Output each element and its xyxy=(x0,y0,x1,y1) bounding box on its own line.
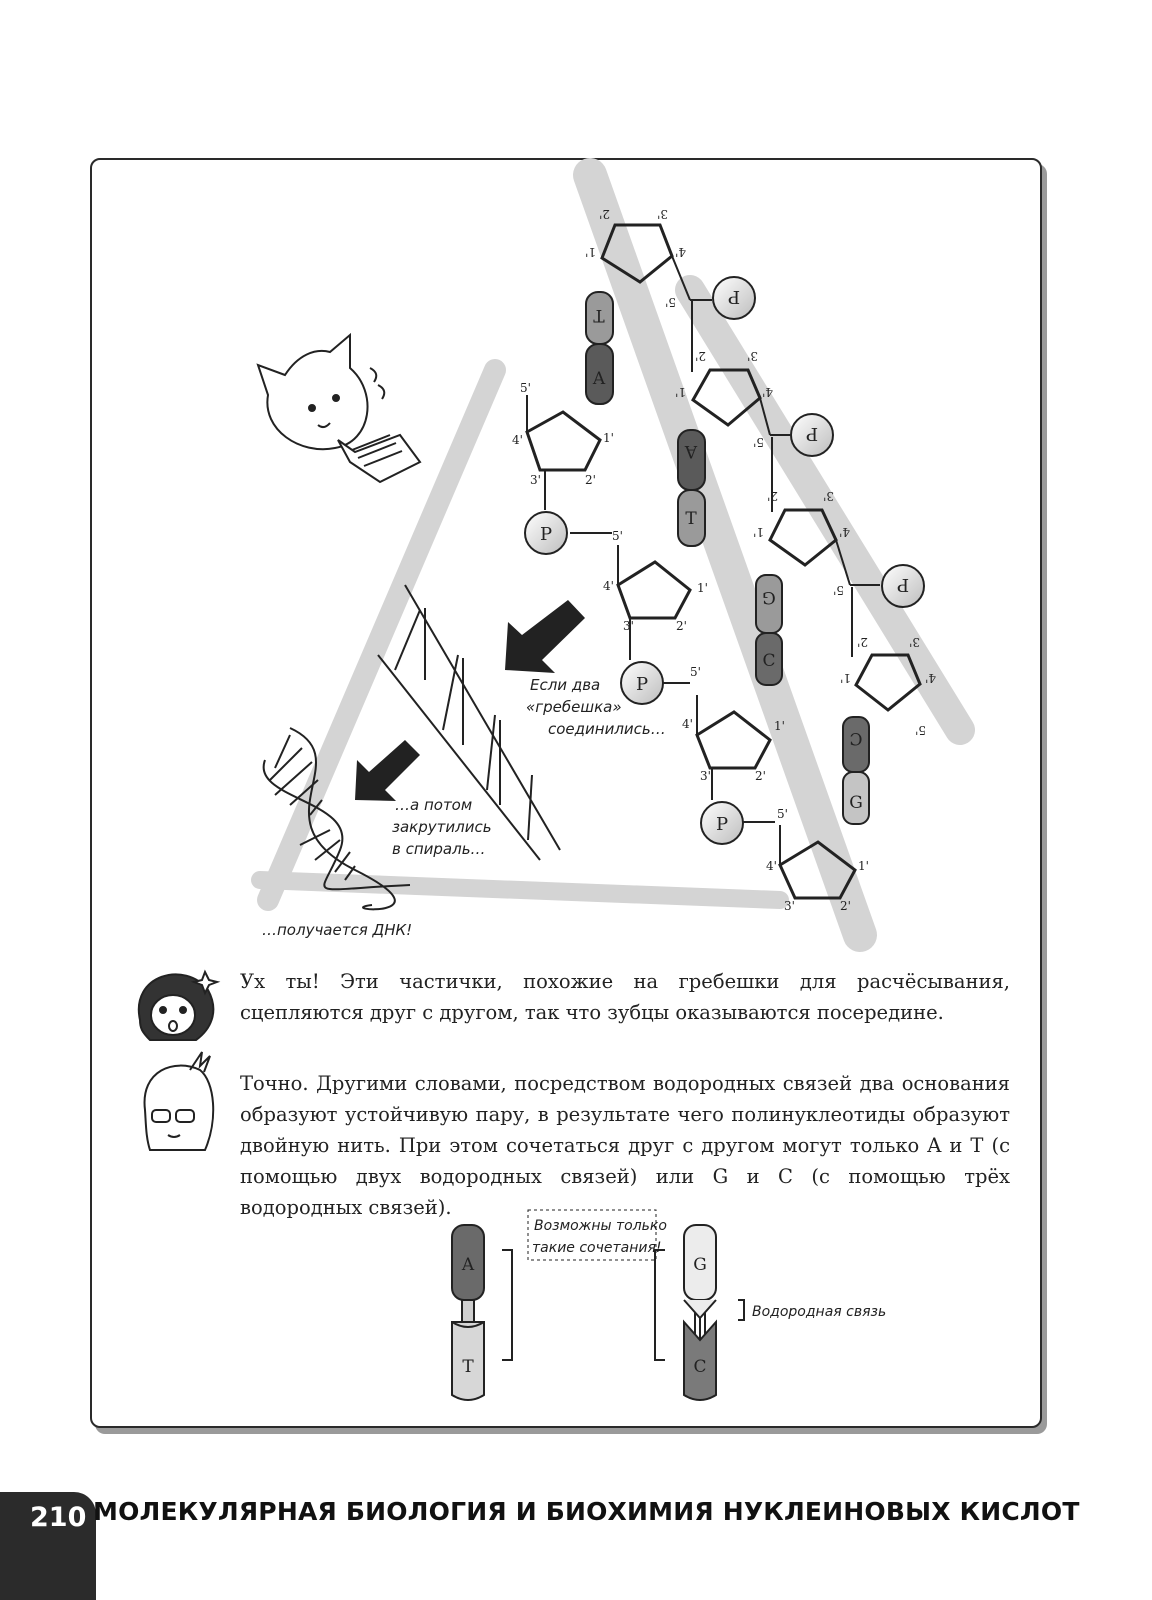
base-label: C xyxy=(849,728,863,748)
phosphate-label: P xyxy=(715,814,729,835)
position-label: 1' xyxy=(753,525,764,539)
position-label: 5' xyxy=(665,295,676,309)
position-label: 3' xyxy=(700,769,711,783)
page-number-tab xyxy=(0,1492,96,1600)
base-label: G xyxy=(762,587,776,607)
position-label: 4' xyxy=(762,385,773,399)
cat-character xyxy=(258,335,420,482)
phosphate-label: P xyxy=(805,423,819,444)
base-label: A xyxy=(684,441,698,461)
teacher-avatar xyxy=(145,1052,214,1150)
position-label: 5' xyxy=(915,723,926,737)
position-label: 5' xyxy=(753,435,764,449)
caption-line: «гребешка» xyxy=(526,698,622,716)
student-dialog: Ух ты! Эти частички, похожие на гребешки для расчёсывания, сцепляются друг с другом, так что зубцы оказываются посередине. xyxy=(240,970,1010,1024)
phosphate-label: P xyxy=(635,674,649,695)
page-number: 210 xyxy=(30,1502,87,1533)
position-label: 1' xyxy=(858,859,869,873)
phosphate-label: P xyxy=(727,286,741,307)
position-label: 2' xyxy=(857,635,868,649)
pair-base-label: G xyxy=(693,1255,707,1275)
student-avatar xyxy=(139,972,217,1040)
position-label: 1' xyxy=(585,245,596,259)
position-label: 2' xyxy=(840,899,851,913)
position-label: 2' xyxy=(755,769,766,783)
base-label: T xyxy=(593,305,605,325)
position-label: 3' xyxy=(623,619,634,633)
position-label: 2' xyxy=(676,619,687,633)
caption-line: Если два xyxy=(530,676,601,694)
position-label: 4' xyxy=(682,717,693,731)
teacher-dialog: Точно. Другими словами, посредством водородных связей два основания образуют устойчивую пару, в результате чего полинуклеотиды образуют двойную нить. При этом сочетаться друг с другом могут только A и T (с помощью двух водородных связей) или G и C (с помощью трёх водородных связей). xyxy=(240,1072,1010,1219)
position-label: 3' xyxy=(784,899,795,913)
position-label: 4' xyxy=(675,245,686,259)
position-label: 2' xyxy=(695,349,706,363)
position-label: 3' xyxy=(747,349,758,363)
hydrogen-bond-label: Водородная связь xyxy=(752,1304,887,1320)
phosphate-label: P xyxy=(896,574,910,595)
position-label: 5' xyxy=(690,665,701,679)
position-label: 3' xyxy=(657,207,668,221)
position-label: 4' xyxy=(512,433,523,447)
position-label: 4' xyxy=(925,671,936,685)
phosphate-label: P xyxy=(539,524,553,545)
base-label: G xyxy=(849,793,863,813)
running-title: МОЛЕКУЛЯРНАЯ БИОЛОГИЯ И БИОХИМИЯ НУКЛЕИНОВЫХ КИСЛОТ xyxy=(93,1497,1080,1526)
position-label: 1' xyxy=(774,719,785,733)
dna-caption: …получается ДНК! xyxy=(262,921,413,939)
position-label: 1' xyxy=(697,581,708,595)
position-label: 2' xyxy=(599,207,610,221)
position-label: 5' xyxy=(612,529,623,543)
caption-line: соединились… xyxy=(548,720,666,738)
caption-line: закрутились xyxy=(392,818,492,836)
caption-line: …а потом xyxy=(395,796,473,814)
base-label: C xyxy=(762,651,776,671)
position-label: 1' xyxy=(675,385,686,399)
position-label: 1' xyxy=(840,671,851,685)
pair-base-label: A xyxy=(461,1255,475,1275)
position-label: 4' xyxy=(766,859,777,873)
position-label: 3' xyxy=(530,473,541,487)
position-label: 5' xyxy=(520,381,531,395)
pair-note: такие сочетания! xyxy=(532,1240,662,1256)
position-label: 3' xyxy=(909,635,920,649)
pair-base-label: C xyxy=(693,1357,707,1377)
position-label: 5' xyxy=(777,807,788,821)
position-label: 2' xyxy=(585,473,596,487)
position-label: 3' xyxy=(823,489,834,503)
position-label: 1' xyxy=(603,431,614,445)
position-label: 2' xyxy=(767,489,778,503)
caption-line: в спираль… xyxy=(392,840,486,858)
position-label: 4' xyxy=(603,579,614,593)
base-label: T xyxy=(685,509,697,529)
pair-note: Возможны только xyxy=(534,1218,667,1234)
position-label: 4' xyxy=(839,525,850,539)
base-label: A xyxy=(592,369,606,389)
position-label: 5' xyxy=(833,583,844,597)
pair-base-label: T xyxy=(462,1357,474,1377)
